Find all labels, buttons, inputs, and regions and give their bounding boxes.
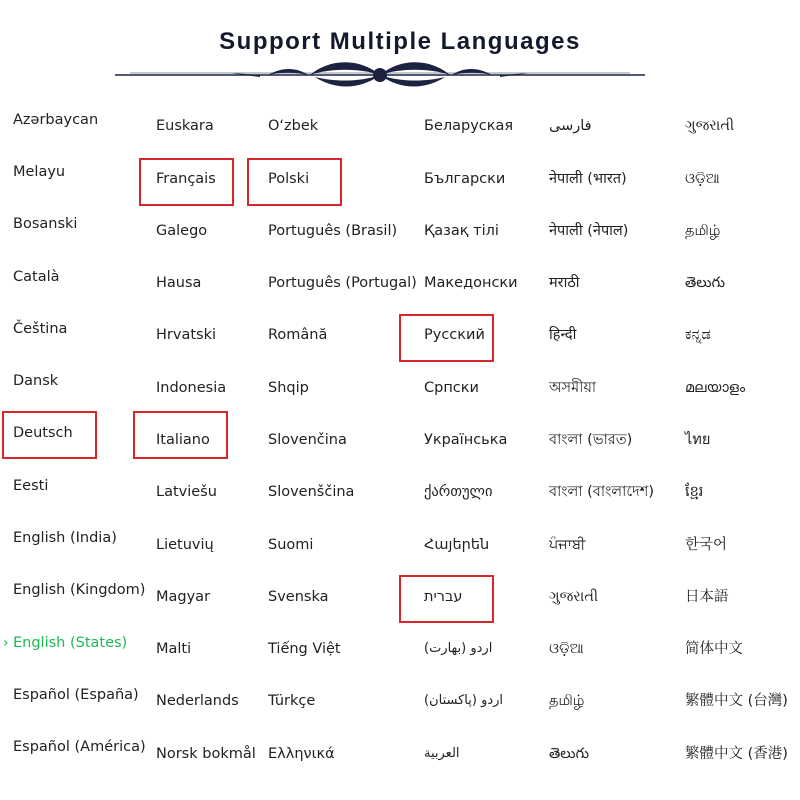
language-item[interactable]: Română [268,327,328,343]
language-item[interactable]: বাংলা (বাংলাদেশ) [549,484,654,500]
language-item[interactable]: తెలుగు [549,746,590,762]
language-item[interactable]: Русский [424,327,485,343]
language-item[interactable]: עברית [424,589,463,605]
language-item[interactable]: Español (España) [13,687,139,703]
language-item[interactable]: Azərbaycan [13,112,99,128]
language-item[interactable]: Shqip [268,380,309,396]
language-item[interactable]: 简体中文 [685,641,743,657]
language-item[interactable]: ਪੰਜਾਬੀ [549,537,586,553]
language-item[interactable]: Қазақ тілі [424,223,499,239]
language-item[interactable]: Українська [424,432,508,448]
language-label: English (States) [13,635,128,651]
language-item[interactable]: Svenska [268,589,329,605]
ornamental-divider-icon [110,56,650,92]
language-item[interactable]: Slovenščina [268,484,355,500]
language-item[interactable]: മലയാളം [685,380,746,396]
language-item[interactable]: Indonesia [156,380,227,396]
language-item[interactable]: Latviešu [156,484,217,500]
language-item[interactable]: Hrvatski [156,327,216,343]
language-item[interactable]: Norsk bokmål [156,746,256,762]
language-item[interactable]: ខ្មែរ [685,484,704,500]
language-item[interactable]: 繁體中文 (香港) [685,746,788,762]
language-item[interactable]: தமிழ் [549,693,585,709]
header [0,0,800,98]
language-item[interactable]: Slovenčina [268,432,347,448]
language-item[interactable]: ไทย [685,432,711,448]
language-item[interactable]: Lietuvių [156,537,214,553]
language-item[interactable]: বাংলা (ভারত) [549,432,633,448]
language-item[interactable]: Bosanski [13,216,78,232]
language-item[interactable]: ଓଡ଼ିଆ [685,171,720,187]
language-item[interactable]: नेपाली (नेपाल) [549,223,629,239]
language-item[interactable]: Galego [156,223,208,239]
language-item[interactable]: मराठी [549,275,580,291]
language-item[interactable]: Português (Portugal) [268,275,417,291]
language-item[interactable]: অসমীয়া [549,380,597,396]
language-item[interactable]: ქართული [424,484,493,500]
language-item[interactable]: Беларуская [424,118,514,134]
language-item[interactable]: Français [156,171,216,187]
language-item[interactable]: English (Kingdom) [13,582,146,598]
language-item[interactable]: ಕನ್ನಡ [685,327,711,343]
chevron-right-icon: › [3,635,9,651]
language-item[interactable]: Italiano [156,432,210,448]
language-item[interactable]: Deutsch [13,425,73,441]
language-item[interactable]: Español (América) [13,739,146,755]
language-item[interactable]: Suomi [268,537,314,553]
language-item-selected[interactable] [3,631,128,655]
language-item[interactable]: Hausa [156,275,202,291]
language-item[interactable]: Čeština [13,321,68,337]
language-item[interactable]: தமிழ் [685,223,721,239]
language-item[interactable]: العربية [424,746,460,761]
language-item[interactable]: हिन्दी [549,327,577,343]
language-item[interactable]: Català [13,269,60,285]
language-item[interactable]: 日本語 [685,589,729,605]
language-item[interactable]: English (India) [13,530,117,546]
language-item[interactable]: Հայերեն [424,537,490,553]
language-item[interactable]: ગુજરાતી [549,589,599,605]
language-item[interactable]: Dansk [13,373,59,389]
language-item[interactable]: Eesti [13,478,49,494]
language-item[interactable]: Melayu [13,164,66,180]
language-item[interactable]: O‘zbek [268,118,319,134]
language-item[interactable]: ଓଡ଼ିଆ [549,641,584,657]
language-item[interactable]: اردو (پاکستان) [424,693,504,708]
language-item[interactable]: Ελληνικά [268,746,335,762]
language-item[interactable]: اردو (بھارت) [424,641,493,656]
language-item[interactable]: Tiếng Việt [268,641,341,657]
language-item[interactable]: Malti [156,641,192,657]
language-item[interactable]: 繁體中文 (台灣) [685,693,788,709]
language-item[interactable]: Македонски [424,275,518,291]
language-item[interactable]: తెలుగు [685,275,726,291]
language-item[interactable]: فارسی [549,118,592,134]
language-item[interactable]: 한국어 [685,537,728,553]
language-item[interactable]: Português (Brasil) [268,223,398,239]
language-item[interactable]: Türkçe [268,693,316,709]
language-item[interactable]: Български [424,171,506,187]
language-item[interactable]: Српски [424,380,479,396]
language-item[interactable]: Euskara [156,118,214,134]
page-title: Support Multiple Languages [219,28,581,55]
language-item[interactable]: नेपाली (भारत) [549,171,627,187]
language-item[interactable]: Nederlands [156,693,239,709]
language-item[interactable]: Polski [268,171,310,187]
language-item[interactable]: ગુજરાતી [685,118,735,134]
language-item[interactable]: Magyar [156,589,211,605]
